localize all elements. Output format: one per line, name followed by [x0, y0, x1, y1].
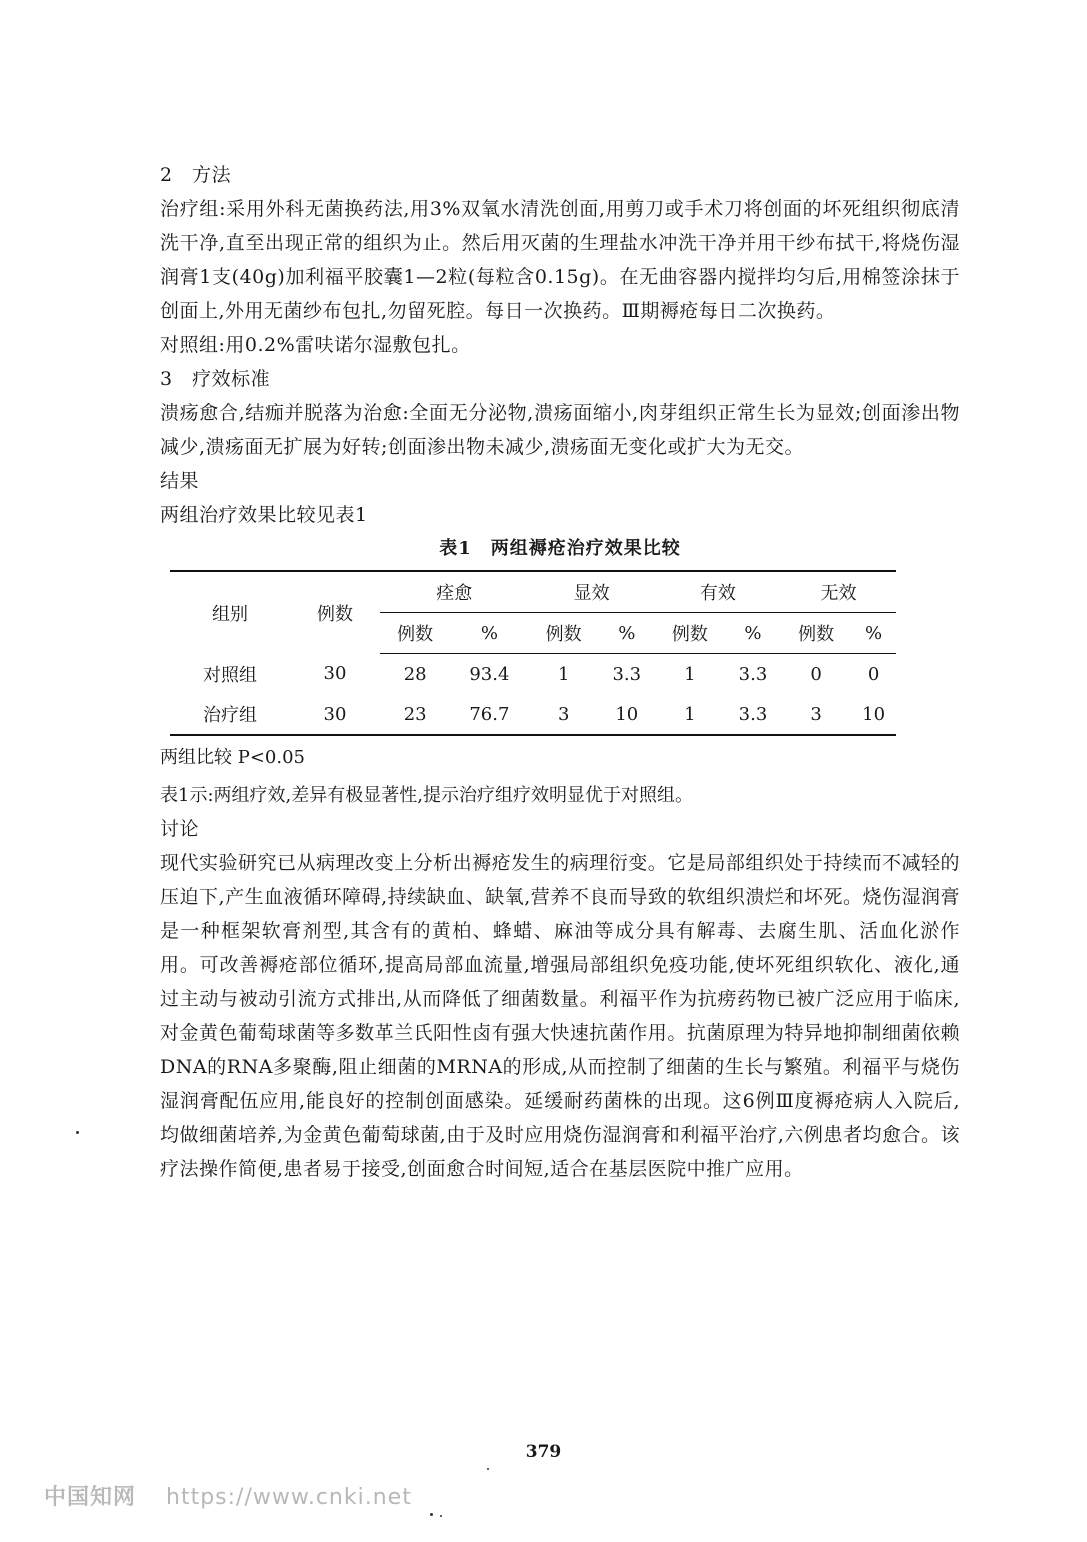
row-group-label: 治疗组: [170, 694, 290, 735]
col-header-group: 组别: [170, 571, 290, 654]
table-cell: 23: [380, 694, 450, 735]
section-heading-discussion: 讨论: [160, 818, 200, 840]
section-heading-criteria: 3 疗效标准: [160, 368, 271, 390]
sub-header-pct: %: [599, 613, 655, 654]
table-cell: 0: [867, 663, 880, 685]
table-cell: 3.3: [725, 694, 781, 735]
table-cell: 3.3: [612, 663, 642, 685]
table-cell: 3: [529, 694, 599, 735]
table-cell: 1: [684, 663, 696, 685]
sub-header-pct: %: [725, 613, 781, 654]
discussion-paragraph: 现代实验研究已从病理改变上分析出褥疮发生的病理衍变。它是局部组织处于持续而不减轻的压迫下,产生血液循环障碍,持续缺血、缺氧,营养不良而导致的软组织溃烂和坏死。烧伤湿润膏是一种框架软膏剂型,其含有的黄柏、蜂蜡、麻油等成分具有解毒、去腐生肌、活血化淤作用。可改善褥疮部位循环,提高局部血流量,增强局部组织免疫功能,使坏死组织软化、液化,通过主动与被动引流方式排出,从而降低了细菌数量。利福平作为抗痨药物已被广泛应用于临床,对金黄色葡萄球菌等多数革兰氏阳性卤有强大快速抗菌作用。抗菌原理为特异地抑制细菌依赖DNA的RNA多聚酶,阻止细菌的MRNA的形成,从而控制了细菌的生长与繁殖。利福平与烧伤湿润膏配伍应用,能良好的控制创面感染。延缓耐药菌株的出现。这6例Ⅲ度褥疮病人入院后,均做细菌培养,为金黄色葡萄球菌,由于及时应用烧伤湿润膏和利福平治疗,六例患者均愈合。该疗法操作简便,患者易于接受,创面愈合时间短,适合在基层医院中推广应用。: [160, 852, 960, 1180]
row-group-label: 对照组: [203, 664, 257, 686]
sub-header-count: 例数: [380, 613, 450, 654]
scan-speck: [487, 1468, 489, 1470]
table-cell: 28: [403, 663, 427, 685]
sub-header-count: 例数: [781, 613, 851, 654]
col-header-effective: 有效: [655, 571, 781, 613]
table-row: [170, 694, 896, 735]
table-note-summary: 表1示:两组疗效,差异有极显著性,提示治疗组疗效明显优于对照组。: [160, 785, 693, 806]
sub-header-pct: %: [851, 613, 896, 654]
table-caption: 表1 两组褥疮治疗效果比较: [439, 538, 681, 559]
col-header-ineffective: 无效: [781, 571, 896, 613]
page-number: 379: [525, 1442, 562, 1462]
results-table: [170, 570, 896, 736]
scan-speck: [430, 1513, 433, 1516]
watermark-url: https://www.cnki.net: [166, 1485, 412, 1510]
table-row: [170, 654, 896, 695]
section-heading-results: 结果: [160, 470, 200, 492]
sub-header-count: 例数: [655, 613, 725, 654]
section-heading-methods: 2 方法: [160, 164, 232, 186]
table-cell: 10: [851, 694, 896, 735]
sub-header-pct: %: [450, 613, 528, 654]
sub-header-count: 例数: [529, 613, 599, 654]
table-cell: 76.7: [450, 694, 528, 735]
table-cell: 10: [599, 694, 655, 735]
row-total: 30: [323, 663, 347, 685]
col-header-cured: 痊愈: [380, 571, 529, 613]
table-cell: 1: [655, 694, 725, 735]
table-cell: 3: [781, 694, 851, 735]
table-cell: 1: [557, 663, 570, 685]
results-intro: 两组治疗效果比较见表1: [160, 504, 368, 526]
table-cell: 3.3: [738, 663, 768, 685]
cnki-watermark: [44, 1480, 412, 1511]
control-group-paragraph: 对照组:用0.2%雷呋诺尔湿敷包扎。: [160, 334, 471, 356]
table-cell: 0: [810, 663, 822, 685]
watermark-brand: 中国知网: [44, 1485, 137, 1510]
scan-speck: [76, 1131, 79, 1134]
scan-speck: [440, 1515, 442, 1517]
table-cell: 93.4: [469, 663, 510, 685]
table-note-pvalue: 两组比较 P<0.05: [160, 747, 305, 768]
row-total: 30: [290, 694, 380, 735]
col-header-count: 例数: [290, 571, 380, 654]
article-body: [160, 158, 960, 1186]
treatment-group-paragraph: 治疗组:采用外科无菌换药法,用3%双氧水清洗创面,用剪刀或手术刀将创面的坏死组织彻底清洗干净,直至出现正常的组织为止。然后用灭菌的生理盐水冲洗干净并用干纱布拭干,将烧伤湿润膏1支(40g)加利福平胶囊1—2粒(每粒含0.15g)。在无曲容器内搅拌均匀后,用棉签涂抹于创面上,外用无菌纱布包扎,勿留死腔。每日一次换药。Ⅲ期褥疮每日二次换药。: [160, 198, 960, 322]
criteria-paragraph: 溃疡愈合,结痂并脱落为治愈:全面无分泌物,溃疡面缩小,肉芽组织正常生长为显效;创面渗出物减少,溃疡面无扩展为好转;创面渗出物未减少,溃疡面无变化或扩大为无交。: [160, 402, 960, 458]
col-header-marked: 显效: [529, 571, 655, 613]
